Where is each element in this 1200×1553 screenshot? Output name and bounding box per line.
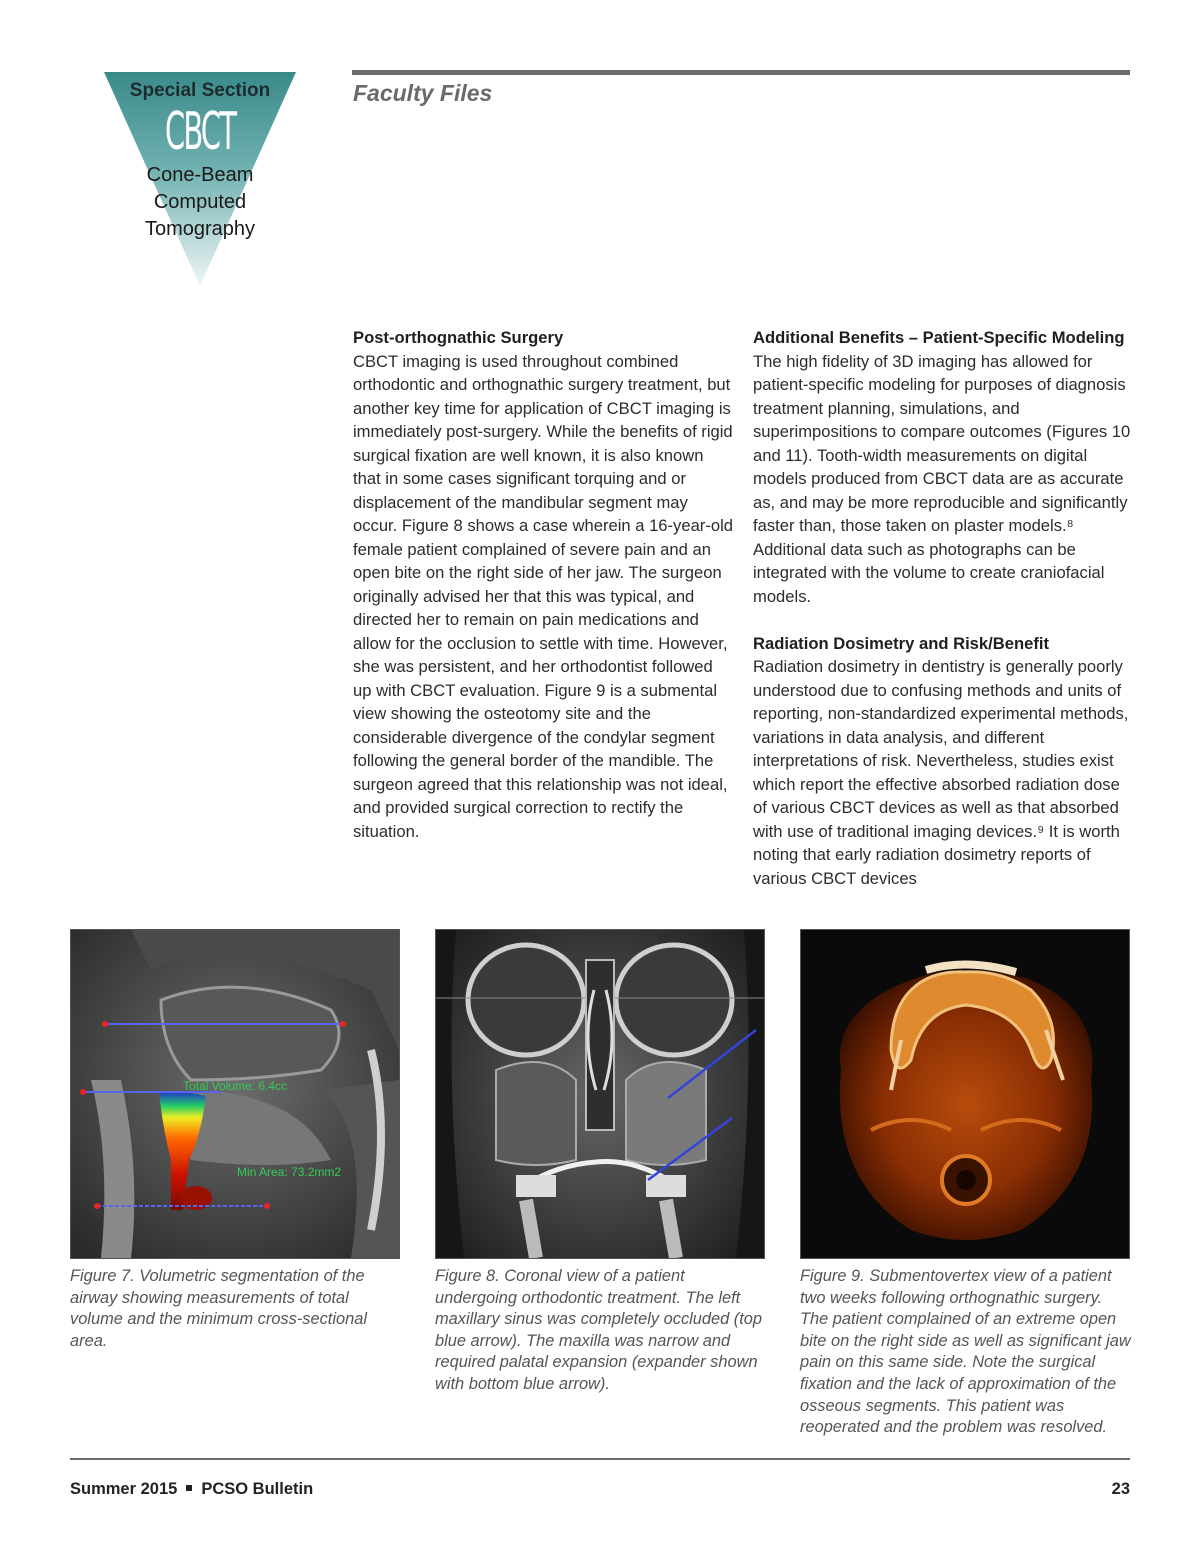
- badge-line-3: Tomography: [144, 218, 256, 240]
- paragraph-post-orthognathic: CBCT imaging is used throughout combined orthodontic and orthognathic surgery treatment, but another key time for application of CBCT imaging is immediately post-surgery. While the benefits of rigid surgical fixation are well known, it is also known that in some cases significant torquing and or displacement of the mandibular segment may occur. Figure 8 shows a case wherein a 16-year-old female patient complained of severe pain and an open bite on the right side of her jaw. The surgeon originally advised her that this was typical, and directed her to remain on pain medications and allow for the occlusion to settle with time. However, she was persistent, and her orthodontist followed up with CBCT evaluation. Figure 9 is a submental view showing the osteotomy site and the considerable divergence of the condylar segment following the general border of the mandible. The surgeon agreed that this relationship was not ideal, and provided surgical correction to rectify the situation.: [353, 351, 734, 841]
- paragraph-radiation-dosimetry: Radiation dosimetry in dentistry is generally poorly understood due to confusing methods and units of reporting, non-standardized experimental methods, variations in data analysis, and different interpretations of risk. Nevertheless, studies exist which report the effective absorbed radiation dose of various CBCT devices as well as that absorbed with use of traditional imaging devices.⁹ It is worth noting that early radiation dosimetry reports of various CBCT devices: [753, 657, 1129, 888]
- section-title: Faculty Files: [353, 80, 493, 106]
- figure-9-image: [800, 929, 1130, 1259]
- fig7-volume-label: Total Volume: 6.4cc: [183, 1079, 288, 1093]
- figure-8-image: [435, 929, 765, 1259]
- footer-publication: [70, 1480, 313, 1499]
- figure-8-caption: Figure 8. Coronal view of a patient undergoing orthodontic treatment. The left maxillary sinus was completely occluded (top blue arrow). The maxilla was narrow and required palatal expansion (expander shown with bottom blue arrow).: [435, 1267, 763, 1393]
- badge-section-label: Special Section: [129, 80, 271, 101]
- badge-line-1: Cone-Beam: [146, 164, 254, 186]
- footer-separator: [186, 1485, 192, 1491]
- figure-9-caption: Figure 9. Submentovertex view of a patient two weeks following orthognathic surgery. The patient complained of an extreme open bite on the right side as well as significant jaw pain on this same side. Note the surgical fixation and the lack of approximation of the osseous segments. This patient was reoperated and the problem was resolved.: [800, 1267, 1131, 1437]
- fig7-area-label: Min Area: 73.2mm2: [237, 1165, 342, 1179]
- header-rule: [352, 70, 1130, 75]
- special-section-badge: [102, 72, 298, 290]
- footer-season: Summer 2015: [70, 1480, 178, 1498]
- badge-line-2: Computed: [153, 191, 247, 213]
- heading-post-orthognathic: Post-orthognathic Surgery: [353, 328, 564, 347]
- heading-additional-benefits: Additional Benefits – Patient-Specific Modeling: [753, 328, 1125, 347]
- footer-publication-name: PCSO Bulletin: [201, 1480, 314, 1498]
- right-column: [753, 326, 1133, 890]
- figure-7-image: [70, 929, 400, 1259]
- heading-radiation-dosimetry: Radiation Dosimetry and Risk/Benefit: [753, 633, 1049, 653]
- figure-7-caption: Figure 7. Volumetric segmentation of the airway showing measurements of total volume and the minimum cross-sectional area.: [70, 1267, 367, 1350]
- paragraph-additional-benefits: The high fidelity of 3D imaging has allowed for patient-specific modeling for purposes of diagnosis treatment planning, simulations, and superimpositions to compare outcomes (Figures 10 and 11). Tooth-width measurements on digital models produced from CBCT data are as accurate as, and may be more reproducible and significantly faster than, those taken on plaster models.⁸ Additional data such as photographs can be integrated with the volume to create craniofacial models.: [753, 351, 1131, 606]
- left-column: [353, 326, 733, 843]
- badge-acronym: CBCT: [164, 102, 236, 162]
- footer-rule: [70, 1458, 1130, 1460]
- page-number: 23: [1111, 1480, 1130, 1498]
- paragraph-gap: [753, 608, 1133, 632]
